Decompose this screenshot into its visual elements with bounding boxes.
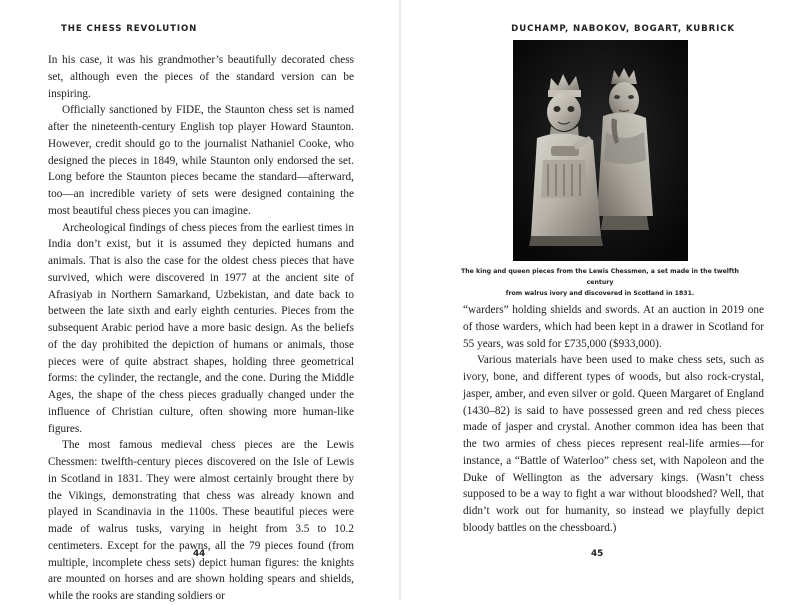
left-paragraph-4: The most famous medieval chess pieces are the Lewis Chessmen: twelfth-century pieces discovered on the Isle of Lewis in Scotland in 1831. They were almost certainly brought there by the Vikings, demonstrating that chess was already known and played in Scandinavia in the 1100s. These beautiful pieces were made of walrus tusks, varying in height from 3.5 to 10.2 centimeters. Except for the pawns, all the 79 pieces found (from multiple, incomplete chess sets) depict human figures: the knights are mounted on horses and are shown holding spears and shields, while the rooks are standing soldiers or bbox=[48, 439, 354, 602]
left-paragraph-2: Officially sanctioned by FIDE, the Staunton chess set is named after the nineteenth-century English top player Howard Staunton. However, credit should go to the journalist Nathaniel Cooke, who designed the pieces in 1849, while Staunton only endorsed the set. Long before the Staunton pieces became the standard—afterward, too—an incredible variety of sets were designed containing the most beautiful chess pieces you can imagine. bbox=[48, 104, 354, 217]
lewis-chessmen-photo bbox=[513, 40, 688, 261]
right-page-body bbox=[463, 302, 764, 537]
right-page-number: 45 bbox=[591, 549, 604, 559]
figure-caption bbox=[452, 266, 748, 299]
left-page bbox=[0, 0, 400, 600]
right-page bbox=[400, 0, 800, 600]
left-paragraph-1: In his case, it was his grandmother’s beautifully decorated chess set, although even the pieces of the standard version can be inspiring. bbox=[48, 54, 354, 100]
figure-caption-line-1: The king and queen pieces from the Lewis Chessmen, a set made in the twelfth century bbox=[461, 268, 739, 286]
right-paragraph-2: Various materials have been used to make chess sets, such as ivory, bone, and different types of woods, but also rock-crystal, jasper, amber, and even silver or gold. Queen Margaret of England (1430–82) is said to have possessed green and red chess pieces made of jasper and crystal. Another common idea has been that the two armies of chess pieces represent real-life armies—for instance, a “Battle of Waterloo” chess set, with Napoleon and the Duke of Wellington as the adversary kings. (Wasn’t chess supposed to be a way to fight a war without bloodshed? Well, that didn’t work out for humanity, so instead we playfully depict bloody battles on the chessboard.) bbox=[463, 354, 764, 534]
left-page-body bbox=[48, 52, 354, 605]
right-paragraph-1: “warders” holding shields and swords. At an auction in 2019 one of those warders, which had been kept in a drawer in Scotland for 55 years, was sold for £735,000 ($933,000). bbox=[463, 304, 764, 350]
left-running-head: THE CHESS REVOLUTION bbox=[61, 24, 198, 34]
figure-caption-line-2: from walrus ivory and discovered in Scotland in 1831. bbox=[505, 290, 695, 297]
right-running-head: DUCHAMP, NABOKOV, BOGART, KUBRICK bbox=[511, 24, 735, 34]
left-page-number: 44 bbox=[193, 549, 206, 559]
left-paragraph-3: Archeological findings of chess pieces from the earliest times in India don’t exist, but it is assumed they depicted humans and animals. That is also the case for the oldest chess pieces that have survived, which were discovered in 1977 at the ancient site of Afrasiyab in Northern Samarkand, Uzbekistan, and date back to between the late sixth and early eighth centuries. Pieces from the subsequent Arabic period have a more basic design. As the beliefs of the day prohibited the depiction of humans or animals, those pieces were of quite abstract shapes, holding three geometrical forms: the cylinder, the rectangle, and the cone. During the Middle Ages, the shape of the chess pieces gradually changed under the influence of Christian culture, often showing more human-like figures. bbox=[48, 221, 354, 435]
